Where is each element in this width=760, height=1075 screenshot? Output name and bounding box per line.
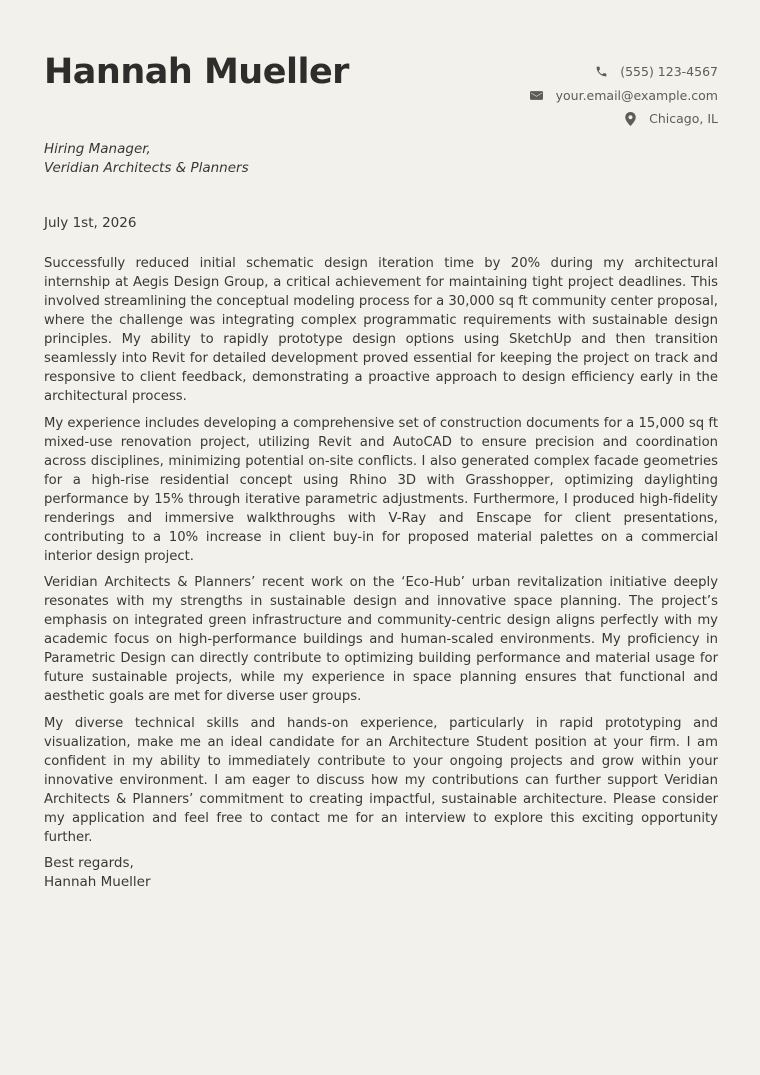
- recipient-title: Hiring Manager,: [44, 141, 151, 157]
- applicant-name: Hannah Mueller: [44, 52, 349, 92]
- email-text: your.email@example.com: [555, 87, 718, 103]
- recipient-block: [44, 140, 249, 178]
- contact-email: [530, 84, 718, 108]
- letter-body: [44, 254, 718, 892]
- location-text: Chicago, IL: [649, 111, 718, 127]
- contact-phone: [530, 60, 718, 84]
- phone-icon: [594, 65, 608, 79]
- paragraph: Veridian Architects & Planners’ recent work on the ‘Eco-Hub’ urban revitalization initiative deeply resonates with my strengths in sustainable design and innovative space planning. The project’s emphasis on integrated green infrastructure and community-centric design aligns perfectly with my academic focus on high-performance buildings and human-scaled environments. My proficiency in Parametric Design can directly contribute to optimizing building performance and material usage for future sustainable projects, while my experience in space planning ensures that functional and aesthetic goals are met for diverse user groups.: [44, 575, 718, 704]
- contact-block: [530, 60, 718, 131]
- location-pin-icon: [623, 112, 637, 126]
- contact-location: [530, 107, 718, 131]
- phone-text: (555) 123-4567: [620, 64, 718, 80]
- closing-block: [44, 854, 718, 892]
- paragraph: Successfully reduced initial schematic design iteration time by 20% during my architectural internship at Aegis Design Group, a critical achievement for maintaining tight project deadlines. This involved streamlining the conceptual modeling process for a 30,000 sq ft community center proposal, where the challenge was integrating complex programmatic requirements with sustainable design principles. My ability to rapidly prototype design options using SketchUp and then transition seamlessly into Revit for detailed development proved essential for keeping the project on track and responsive to client feedback, demonstrating a proactive approach to design efficiency early in the architectural process.: [44, 256, 718, 404]
- closing-salutation: Best regards,: [44, 855, 134, 871]
- email-icon: [530, 88, 544, 102]
- paragraph: My experience includes developing a comprehensive set of construction documents for a 15,000 sq ft mixed-use renovation project, utilizing Revit and AutoCAD to ensure precision and coordination across disciplines, minimizing potential on-site conflicts. I also generated complex facade geometries for a high-rise residential concept using Rhino 3D with Grasshopper, optimizing daylighting performance by 15% through iterative parametric adjustments. Furthermore, I produced high-fidelity renderings and immersive walkthroughs with V-Ray and Enscape for client presentations, contributing to a 10% increase in client buy-in for proposed material palettes on a commercial interior design project.: [44, 415, 718, 564]
- closing-signature: Hannah Mueller: [44, 874, 151, 890]
- cover-letter-page: [44, 0, 718, 1075]
- paragraph: My diverse technical skills and hands-on experience, particularly in rapid prototyping and visualization, make me an ideal candidate for an Architecture Student position at your firm. I am confident in my ability to immediately contribute to your ongoing projects and grow within your innovative environment. I am eager to discuss how my contributions can further support Veridian Architects & Planners’ commitment to creating impactful, sustainable architecture. Please consider my application and feel free to contact me for an interview to explore this exciting opportunity further.: [44, 715, 718, 845]
- letter-date: July 1st, 2026: [44, 215, 137, 231]
- recipient-company: Veridian Architects & Planners: [44, 160, 249, 176]
